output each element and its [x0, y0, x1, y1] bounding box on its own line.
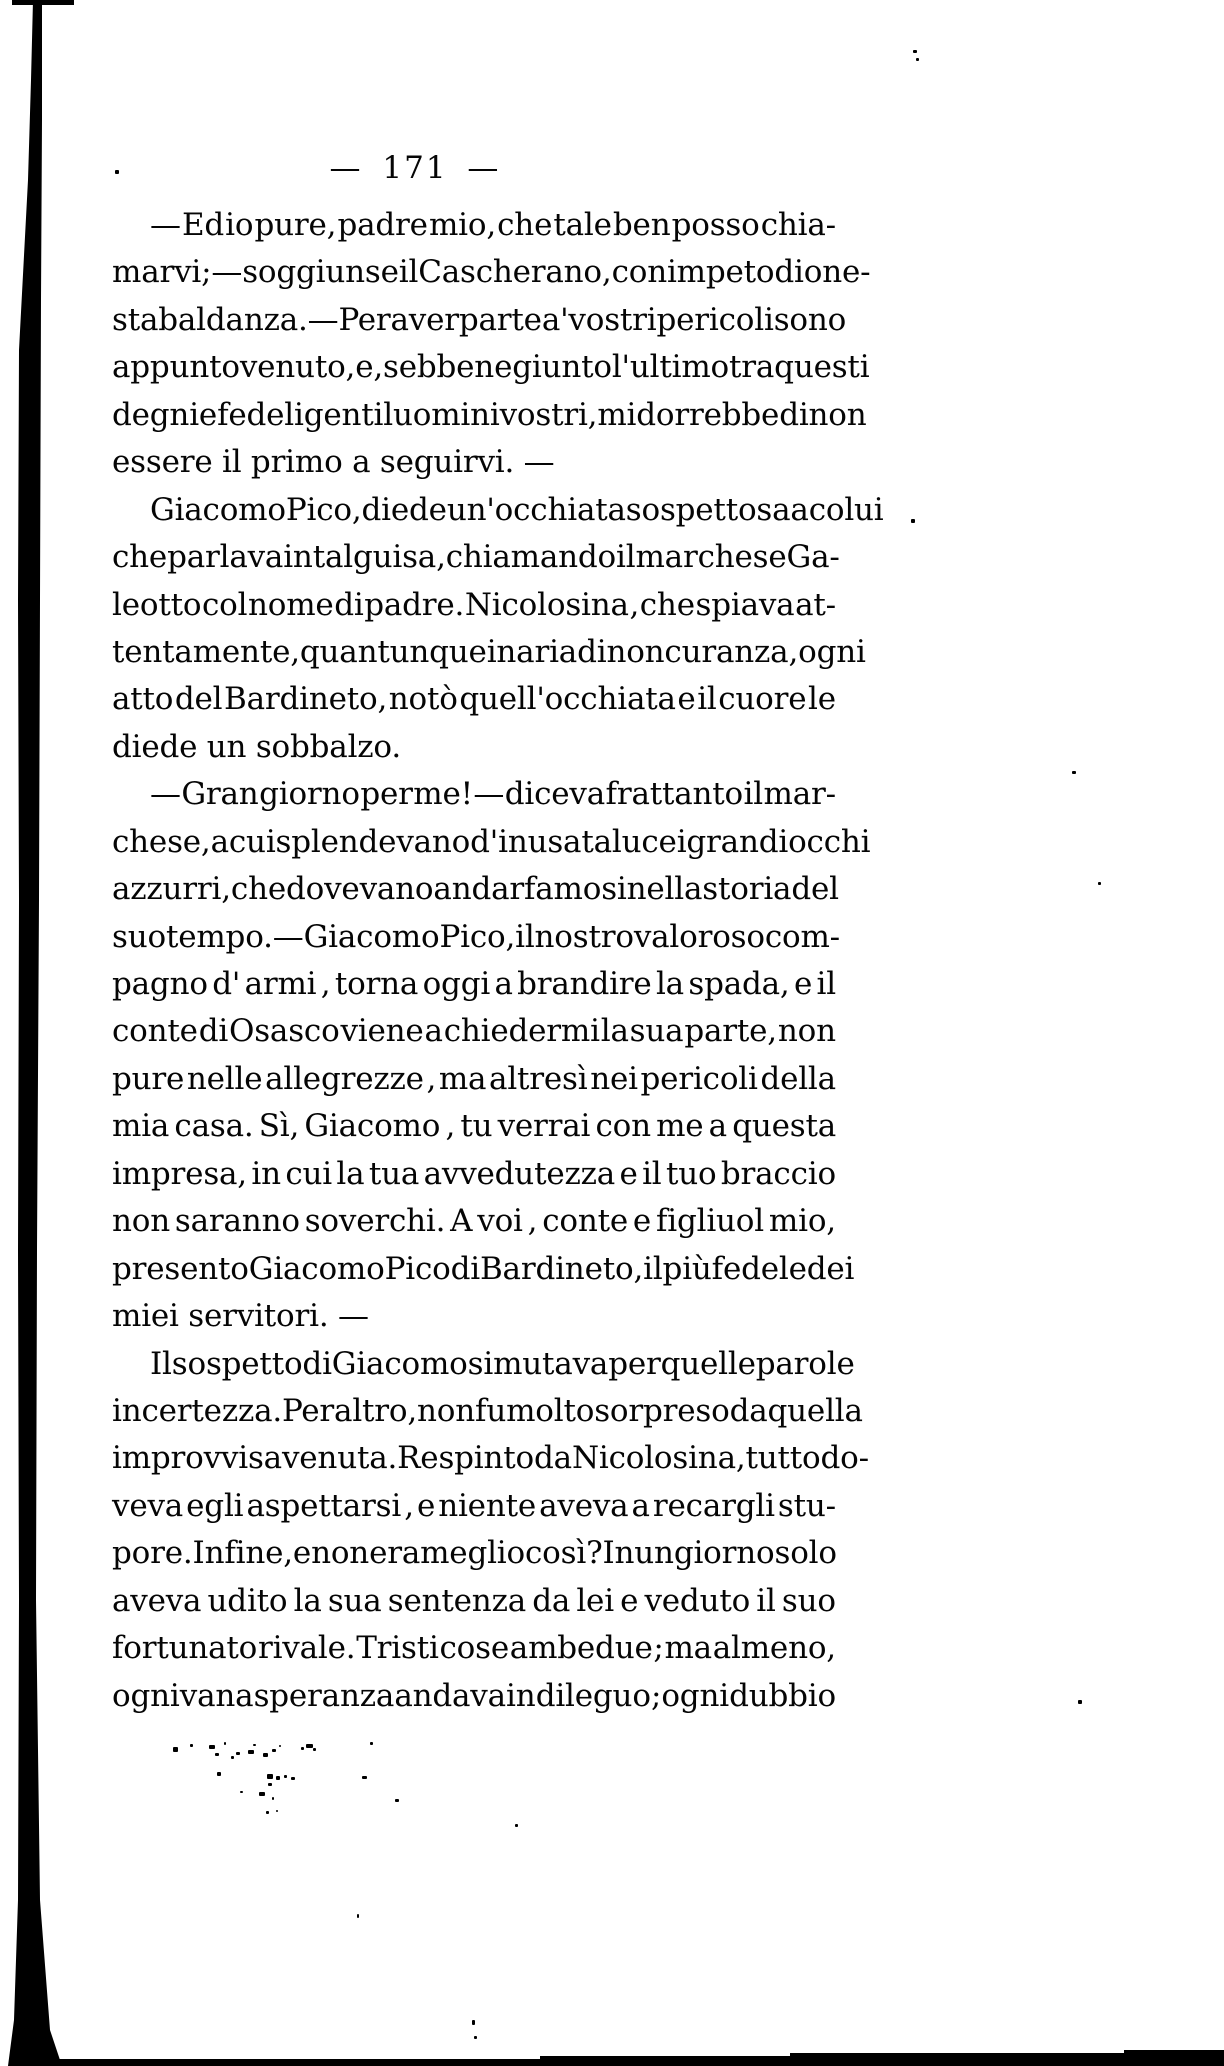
text-line: mia casa. Sì, Giacomo , tu verrai con me a questa — [112, 1108, 836, 1145]
ink-speckle — [267, 1774, 273, 1779]
ink-speckle — [248, 1750, 254, 1754]
text-line: sta baldanza. — Per aver parte a'vostri pericoli sono — [112, 301, 847, 338]
ink-speckle — [279, 1745, 281, 1747]
text-line: improvvisa venuta. Respinto da Nicolosina, tutto do- — [112, 1440, 869, 1477]
text-line: pagno d' armi , torna oggi a brandire la spada, e il — [112, 966, 836, 1002]
text-line: appunto venuto, e, sebbene giunto l'ultimo tra questi — [112, 349, 870, 386]
text-line: ogni vana speranza andava in dileguo ; ogni dubbio — [112, 1677, 836, 1714]
ink-speckle — [291, 1777, 295, 1780]
ink-speckle — [1072, 771, 1076, 774]
text-line: impresa, in cui la tua avvedutezza e il tuo braccio — [112, 1155, 836, 1192]
text-line: pore. Infine, e non era meglio così ? In un giorno solo — [112, 1535, 837, 1572]
ink-speckle — [916, 58, 919, 61]
text-line: degni e fedeli gentiluomini vostri, mi dorrebbe di non — [112, 396, 867, 433]
bottom-edge-bar-2 — [540, 2056, 792, 2066]
ink-speckle — [268, 1783, 272, 1786]
text-line: — Ed io pure, padre mio, che tale ben posso chia- — [150, 207, 836, 243]
ink-speckle — [313, 1748, 316, 1751]
ink-speckle — [209, 1745, 215, 1749]
ink-speckle — [1078, 1700, 1082, 1704]
ink-speckle — [236, 1752, 240, 1755]
text-line: atto del Bardineto, notò quell'occhiata e il cuore le — [112, 681, 836, 718]
ink-speckle — [263, 1753, 268, 1757]
text-block — [112, 202, 884, 1720]
ink-speckle — [472, 2020, 475, 2025]
bottom-edge-bar-1 — [30, 2059, 542, 2066]
ink-speckle — [231, 1756, 234, 1759]
text-line: non saranno soverchi. A voi , conte e figliuol mio, — [112, 1203, 836, 1240]
ink-speckle — [276, 1776, 280, 1780]
ink-speckle — [276, 1810, 278, 1812]
ink-speckle — [370, 1742, 373, 1745]
ink-speckle — [272, 1749, 276, 1752]
ink-speckle — [911, 519, 915, 523]
text-line: diede un sobbalzo. — [112, 728, 401, 765]
text-line: chese, a cui splendevano d'inusata luce i grandi occhi — [112, 823, 871, 860]
ink-speckle — [215, 1753, 219, 1756]
ink-speckle — [259, 1792, 265, 1796]
text-line: veva egli aspettarsi , e niente aveva a recargli stu- — [112, 1487, 836, 1524]
text-line: azzurri , che dovevano andar famosi nella storia del — [112, 871, 839, 908]
text-line: in certezza. Per altro, non fu molto sorpreso da quella — [112, 1392, 863, 1429]
ink-speckle — [217, 1772, 221, 1776]
text-line: fortunato rivale. Tristi cose ambedue ; ma almeno, — [112, 1630, 836, 1667]
ink-speckle — [284, 1775, 287, 1778]
text-line: essere il primo a seguirvi. — — [112, 444, 555, 481]
ink-speckle — [474, 2036, 477, 2039]
ink-speckle — [240, 1791, 243, 1793]
text-line: Il sospetto di Giacomo si mutava per quelle parole — [150, 1345, 855, 1382]
text-line: Giacomo Pico, diede un' occhiata sospettosa a colui — [150, 491, 884, 528]
text-line: leotto col nome di padre. Nicolosina , che spiava at- — [112, 586, 836, 623]
text-line: suo tempo. — Giacomo Pico, il nostro valoroso com- — [112, 918, 840, 955]
ink-speckle — [1098, 882, 1101, 885]
text-line: conte di Osasco viene a chiedermi la sua parte, non — [112, 1013, 836, 1050]
text-line: pure nelle allegrezze , ma altresì nei pericoli della — [112, 1060, 836, 1097]
text-line: — Gran giorno per me! — diceva frattanto il mar- — [150, 776, 836, 813]
ink-speckle — [253, 1744, 256, 1746]
ink-speckle — [395, 1799, 399, 1802]
ink-speckle — [190, 1744, 193, 1747]
text-line: marvi; — soggiunse il Cascherano, con impeto di one- — [112, 254, 871, 291]
ink-speckle — [913, 50, 917, 53]
gutter-shadow-bar — [8, 0, 62, 2066]
ink-speckle — [301, 1747, 304, 1750]
ink-speckle — [362, 1776, 367, 1779]
ink-speckle — [173, 1747, 178, 1752]
top-edge-line — [12, 0, 74, 5]
ink-speckle — [272, 1797, 274, 1800]
ink-speckle — [306, 1744, 313, 1748]
text-line: miei servitori. — — [112, 1298, 369, 1335]
ink-speckle — [266, 1811, 269, 1814]
text-line: tentamente , quantunque in aria di noncuranza , ogni — [112, 633, 866, 670]
ink-speckle — [357, 1914, 359, 1918]
ink-speckle — [515, 1824, 518, 1827]
bottom-edge-bar-3 — [790, 2053, 1126, 2066]
text-line: che parlava in tal guisa , chiamando il marchese Ga- — [112, 539, 840, 576]
ink-speckle — [115, 170, 119, 174]
ink-speckle — [224, 1742, 226, 1745]
bottom-edge-bar-4 — [1124, 2050, 1224, 2066]
text-line: presento Giacomo Pico di Bardineto, il più fedele dei — [112, 1250, 855, 1287]
text-line: aveva udito la sua sentenza da lei e veduto il suo — [112, 1582, 836, 1619]
page-number: — 171 — — [329, 150, 501, 186]
